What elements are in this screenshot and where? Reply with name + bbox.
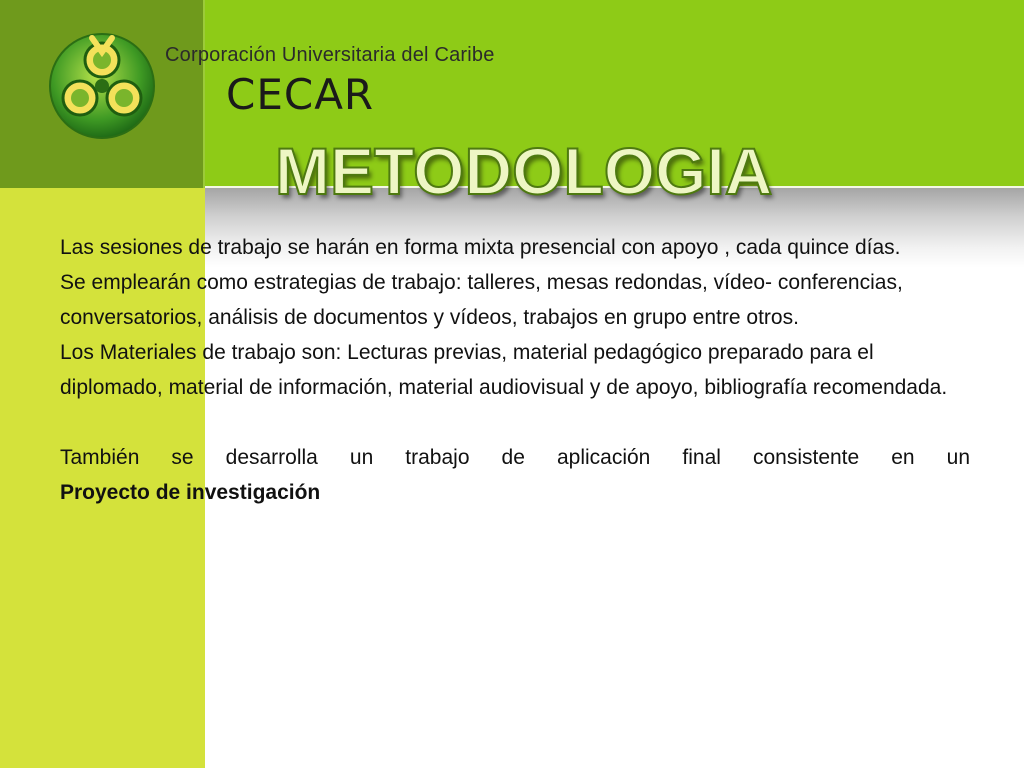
- paragraph-final-project: También se desarrolla un trabajo de aplicación final consistente en un: [60, 446, 970, 469]
- organization-name: Corporación Universitaria del Caribe: [165, 44, 495, 66]
- slide-body: [60, 230, 970, 510]
- final-project-emphasis: Proyecto de investigación: [60, 481, 321, 504]
- paragraph-sessions: Las sesiones de trabajo se harán en forma mixta presencial con apoyo , cada quince días.: [60, 236, 901, 259]
- cecar-logo-icon: [46, 30, 158, 142]
- paragraph-spacer: [60, 405, 970, 440]
- vertical-divider: [203, 0, 205, 188]
- paragraph-materials: Los Materiales de trabajo son: Lecturas previas, material pedagógico preparado para el diplomado, material de información, material audiovisual y de apoyo, bibliografía recomendada.: [60, 341, 948, 399]
- organization-acronym: CECAR: [226, 70, 375, 119]
- paragraph-strategies: Se emplearán como estrategias de trabajo: talleres, mesas redondas, vídeo- conferencias, conversatorios, análisis de documentos y vídeos, trabajos en grupo entre otros.: [60, 271, 903, 329]
- slide-title: METODOLOGIA: [275, 134, 773, 208]
